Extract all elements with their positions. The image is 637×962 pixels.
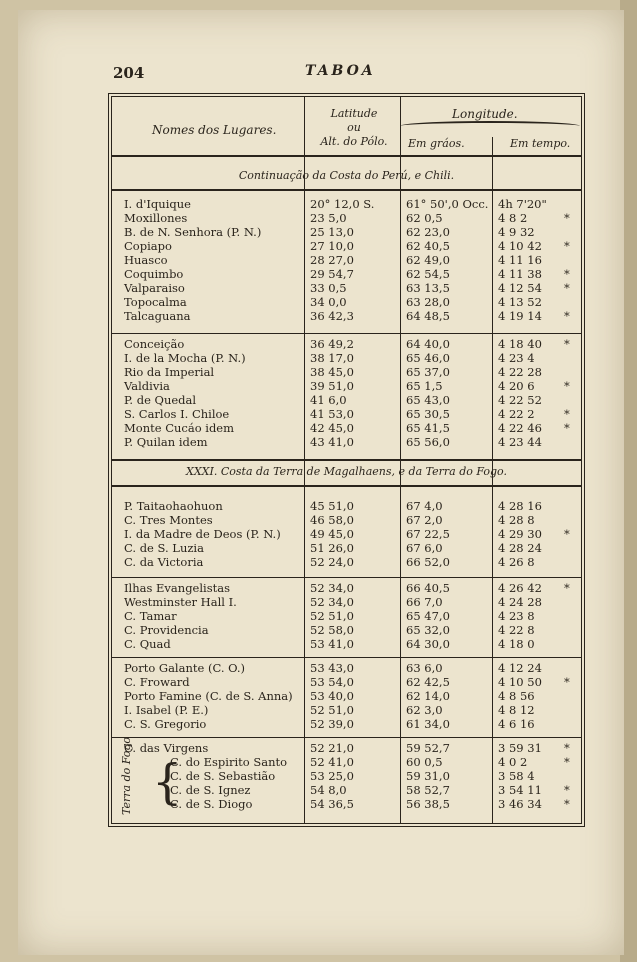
table-row [112, 351, 581, 366]
longitude-degrees-cell: 66 7,0 [406, 595, 443, 609]
header-latitude [312, 107, 396, 149]
longitude-time-cell: 4 22 28 [498, 365, 542, 379]
latitude-cell: 51 26,0 [310, 541, 354, 555]
longitude-degrees-cell: 65 37,0 [406, 365, 450, 379]
longitude-time-cell: 4 22 2 [498, 407, 535, 421]
longitude-time-cell: 4 11 38 [498, 267, 542, 281]
table-row [112, 421, 581, 436]
table-row [112, 717, 581, 732]
table-row [112, 689, 581, 704]
mark-cell: * [564, 755, 570, 769]
group-rule [112, 333, 581, 334]
longitude-degrees-cell: 63 28,0 [406, 295, 450, 309]
table-row [112, 253, 581, 268]
table-row [112, 267, 581, 282]
longitude-time-cell: 4 11 16 [498, 253, 542, 267]
longitude-time-cell: 4 23 8 [498, 609, 535, 623]
latitude-cell: 45 51,0 [310, 499, 354, 513]
longitude-time-cell: 3 58 4 [498, 769, 535, 783]
longitude-degrees-cell: 62 0,5 [406, 211, 443, 225]
table-row [112, 365, 581, 380]
place-name: C. da Victoria [124, 555, 204, 569]
place-name: C. das Virgens [124, 741, 209, 755]
longitude-time-cell: 4 18 40 [498, 337, 542, 351]
latitude-cell: 52 24,0 [310, 555, 354, 569]
place-name: Westminster Hall I. [124, 595, 237, 609]
latitude-cell: 29 54,7 [310, 267, 354, 281]
longitude-time-cell: 4 10 42 [498, 239, 542, 253]
mark-cell: * [564, 797, 570, 811]
place-name: S. Carlos I. Chiloe [124, 407, 230, 421]
latitude-cell: 53 25,0 [310, 769, 354, 783]
mark-cell: * [564, 783, 570, 797]
longitude-time-cell: 4 23 44 [498, 435, 542, 449]
longitude-time-cell: 4 28 24 [498, 541, 542, 555]
table-row [112, 309, 581, 324]
longitude-degrees-cell: 67 2,0 [406, 513, 443, 527]
table-row [112, 379, 581, 394]
latitude-cell: 52 34,0 [310, 595, 354, 609]
longitude-degrees-cell: 64 40,0 [406, 337, 450, 351]
latitude-cell: 41 53,0 [310, 407, 354, 421]
table-row [112, 211, 581, 226]
place-name: I. da Madre de Deos (P. N.) [124, 527, 281, 541]
longitude-degrees-cell: 62 3,0 [406, 703, 443, 717]
header-latitude-line1: Latitude [330, 107, 378, 120]
table-row [112, 675, 581, 690]
mark-cell: * [564, 581, 570, 595]
longitude-degrees-cell: 56 38,5 [406, 797, 450, 811]
header-names: Nomes dos Lugares. [152, 123, 277, 137]
longitude-degrees-cell: 65 46,0 [406, 351, 450, 365]
table-row [112, 407, 581, 422]
place-name: P. Taitaohaohuon [124, 499, 223, 513]
longitude-time-cell: 4 8 56 [498, 689, 535, 703]
table-row [112, 637, 581, 652]
longitude-time-cell: 4 6 16 [498, 717, 535, 731]
longitude-time-cell: 4 12 54 [498, 281, 542, 295]
table-row [112, 513, 581, 528]
table-row [112, 609, 581, 624]
table-row [112, 225, 581, 240]
place-name: C. Tamar [124, 609, 177, 623]
table-row [112, 337, 581, 352]
place-name: Ilhas Evangelistas [124, 581, 230, 595]
place-name: P. de Quedal [124, 393, 197, 407]
longitude-degrees-cell: 59 52,7 [406, 741, 450, 755]
place-name: C. Tres Montes [124, 513, 213, 527]
mark-cell: * [564, 741, 570, 755]
section-title-magalhaens: XXXI. Costa da Terra de Magalhaens, e da Terra do Fogo. [186, 465, 507, 478]
table-row [112, 741, 581, 756]
coordinates-table [108, 93, 585, 827]
longitude-time-cell: 3 59 31 [498, 741, 542, 755]
latitude-cell: 52 51,0 [310, 609, 354, 623]
place-name: P. Quilan idem [124, 435, 208, 449]
longitude-degrees-cell: 65 32,0 [406, 623, 450, 637]
longitude-degrees-cell: 64 48,5 [406, 309, 450, 323]
longitude-time-cell: 4 22 46 [498, 421, 542, 435]
latitude-cell: 27 10,0 [310, 239, 354, 253]
latitude-cell: 54 36,5 [310, 797, 354, 811]
mark-cell: * [564, 407, 570, 421]
longitude-degrees-cell: 63 13,5 [406, 281, 450, 295]
longitude-degrees-cell: 62 49,0 [406, 253, 450, 267]
latitude-cell: 33 0,5 [310, 281, 347, 295]
place-name: C. do Espirito Santo [170, 755, 288, 769]
longitude-time-cell: 4h 7'20" [498, 197, 547, 211]
place-name: C. S. Gregorio [124, 717, 207, 731]
latitude-cell: 53 43,0 [310, 661, 354, 675]
table-row [112, 769, 581, 784]
longitude-time-cell: 4 22 8 [498, 623, 535, 637]
place-name: Valparaiso [124, 281, 185, 295]
longitude-time-cell: 4 8 2 [498, 211, 528, 225]
latitude-cell: 53 41,0 [310, 637, 354, 651]
longitude-degrees-cell: 61 34,0 [406, 717, 450, 731]
longitude-time-cell: 4 8 12 [498, 703, 535, 717]
longitude-degrees-cell: 66 52,0 [406, 555, 450, 569]
table-row [112, 393, 581, 408]
mark-cell: * [564, 379, 570, 393]
longitude-degrees-cell: 62 54,5 [406, 267, 450, 281]
latitude-cell: 38 45,0 [310, 365, 354, 379]
mark-cell: * [564, 267, 570, 281]
longitude-degrees-cell: 64 30,0 [406, 637, 450, 651]
header-latitude-line3: Alt. do Pólo. [320, 135, 388, 148]
longitude-degrees-cell: 65 41,5 [406, 421, 450, 435]
latitude-cell: 53 40,0 [310, 689, 354, 703]
latitude-cell: 53 54,0 [310, 675, 354, 689]
latitude-cell: 41 6,0 [310, 393, 347, 407]
mark-cell: * [564, 281, 570, 295]
longitude-degrees-cell: 65 30,5 [406, 407, 450, 421]
longitude-degrees-cell: 63 6,0 [406, 661, 443, 675]
place-name: B. de N. Senhora (P. N.) [124, 225, 262, 239]
terra-do-fogo-text: Terra do Fogo [120, 736, 133, 815]
section-rule [112, 189, 581, 191]
longitude-time-cell: 3 54 11 [498, 783, 542, 797]
table-row [112, 541, 581, 556]
place-name: C. Providencia [124, 623, 209, 637]
place-name: Monte Cucáo idem [124, 421, 235, 435]
place-name: Rio da Imperial [124, 365, 215, 379]
table-row [112, 783, 581, 798]
longitude-time-cell: 4 9 32 [498, 225, 535, 239]
longitude-time-cell: 4 19 14 [498, 309, 542, 323]
latitude-cell: 54 8,0 [310, 783, 347, 797]
mark-cell: * [564, 309, 570, 323]
table-row [112, 295, 581, 310]
longitude-time-cell: 4 13 52 [498, 295, 542, 309]
longitude-time-cell: 4 28 8 [498, 513, 535, 527]
mark-cell: * [564, 421, 570, 435]
latitude-cell: 52 41,0 [310, 755, 354, 769]
place-name: Talcaguana [124, 309, 191, 323]
longitude-degrees-cell: 62 40,5 [406, 239, 450, 253]
longitude-degrees-cell: 62 14,0 [406, 689, 450, 703]
running-title: TABOA [305, 63, 376, 79]
place-name: Coquimbo [124, 267, 184, 281]
latitude-cell: 36 49,2 [310, 337, 354, 351]
terra-do-fogo-brace: { [152, 754, 183, 810]
latitude-cell: 34 0,0 [310, 295, 347, 309]
place-name: I. de la Mocha (P. N.) [124, 351, 246, 365]
table-row [112, 435, 581, 450]
group-rule [112, 657, 581, 658]
place-name: Porto Famine (C. de S. Anna) [124, 689, 293, 703]
latitude-cell: 28 27,0 [310, 253, 354, 267]
section-rule [112, 459, 581, 461]
group-rule [112, 737, 581, 738]
table-row [112, 581, 581, 596]
longitude-degrees-cell: 67 4,0 [406, 499, 443, 513]
longitude-time-cell: 4 18 0 [498, 637, 535, 651]
group-rule [112, 577, 581, 578]
place-name: C. Froward [124, 675, 190, 689]
section-rule [112, 485, 581, 487]
place-name: Huasco [124, 253, 168, 267]
table-row [112, 661, 581, 676]
longitude-time-cell: 4 28 16 [498, 499, 542, 513]
longitude-degrees-cell: 67 6,0 [406, 541, 443, 555]
place-name: C. de S. Diogo [170, 797, 253, 811]
latitude-cell: 39 51,0 [310, 379, 354, 393]
longitude-degrees-cell: 58 52,7 [406, 783, 450, 797]
mark-cell: * [564, 337, 570, 351]
table-row [112, 755, 581, 770]
header-latitude-line2: ou [347, 121, 361, 134]
table-row [112, 281, 581, 296]
table-row [112, 197, 581, 212]
table-row [112, 797, 581, 812]
latitude-cell: 42 45,0 [310, 421, 354, 435]
header-em-graos: Em gráos. [408, 137, 465, 150]
table-row [112, 623, 581, 638]
longitude-degrees-cell: 67 22,5 [406, 527, 450, 541]
longitude-time-cell: 4 22 52 [498, 393, 542, 407]
place-name: Conceição [124, 337, 185, 351]
longitude-time-cell: 4 20 6 [498, 379, 535, 393]
place-name: C. de S. Luzia [124, 541, 204, 555]
longitude-degrees-cell: 62 42,5 [406, 675, 450, 689]
longitude-time-cell: 3 46 34 [498, 797, 542, 811]
place-name: C. de S. Sebastião [170, 769, 276, 783]
longitude-time-cell: 4 12 24 [498, 661, 542, 675]
latitude-cell: 52 34,0 [310, 581, 354, 595]
header-longitude: Longitude. [452, 107, 518, 121]
longitude-degrees-cell: 60 0,5 [406, 755, 443, 769]
section-title-peru-chili: Continuação da Costa do Perú, e Chili. [238, 169, 455, 182]
longitude-time-cell: 4 10 50 [498, 675, 542, 689]
table-row [112, 499, 581, 514]
latitude-cell: 23 5,0 [310, 211, 347, 225]
latitude-cell: 52 51,0 [310, 703, 354, 717]
mark-cell: * [564, 527, 570, 541]
longitude-degrees-cell: 65 56,0 [406, 435, 450, 449]
latitude-cell: 43 41,0 [310, 435, 354, 449]
table-row [112, 703, 581, 718]
latitude-cell: 52 39,0 [310, 717, 354, 731]
longitude-degrees-cell: 65 1,5 [406, 379, 443, 393]
longitude-degrees-cell: 66 40,5 [406, 581, 450, 595]
header-em-tempo: Em tempo. [510, 137, 571, 150]
longitude-time-cell: 4 23 4 [498, 351, 535, 365]
latitude-cell: 52 58,0 [310, 623, 354, 637]
latitude-cell: 46 58,0 [310, 513, 354, 527]
place-name: I. d'Iquique [124, 197, 191, 211]
place-name: I. Isabel (P. E.) [124, 703, 209, 717]
table-row [112, 595, 581, 610]
longitude-degrees-cell: 61° 50',0 Occ. [406, 197, 489, 211]
place-name: C. Quad [124, 637, 171, 651]
latitude-cell: 20° 12,0 S. [310, 197, 375, 211]
longitude-time-cell: 4 26 42 [498, 581, 542, 595]
table-row [112, 555, 581, 570]
latitude-cell: 38 17,0 [310, 351, 354, 365]
page-number: 204 [113, 64, 145, 82]
place-name: Valdivia [124, 379, 170, 393]
place-name: Porto Galante (C. O.) [124, 661, 246, 675]
place-name: Moxillones [124, 211, 188, 225]
header-brace [400, 121, 580, 131]
mark-cell: * [564, 239, 570, 253]
mark-cell: * [564, 211, 570, 225]
longitude-time-cell: 4 26 8 [498, 555, 535, 569]
latitude-cell: 36 42,3 [310, 309, 354, 323]
longitude-degrees-cell: 59 31,0 [406, 769, 450, 783]
latitude-cell: 49 45,0 [310, 527, 354, 541]
longitude-degrees-cell: 65 47,0 [406, 609, 450, 623]
table-row [112, 527, 581, 542]
longitude-degrees-cell: 62 23,0 [406, 225, 450, 239]
longitude-degrees-cell: 65 43,0 [406, 393, 450, 407]
mark-cell: * [564, 675, 570, 689]
place-name: Copiapo [124, 239, 172, 253]
table-row [112, 239, 581, 254]
longitude-time-cell: 4 24 28 [498, 595, 542, 609]
longitude-time-cell: 4 0 2 [498, 755, 528, 769]
latitude-cell: 25 13,0 [310, 225, 354, 239]
table-header [112, 97, 581, 157]
place-name: Topocalma [124, 295, 187, 309]
place-name: C. de S. Ignez [170, 783, 251, 797]
longitude-time-cell: 4 29 30 [498, 527, 542, 541]
latitude-cell: 52 21,0 [310, 741, 354, 755]
